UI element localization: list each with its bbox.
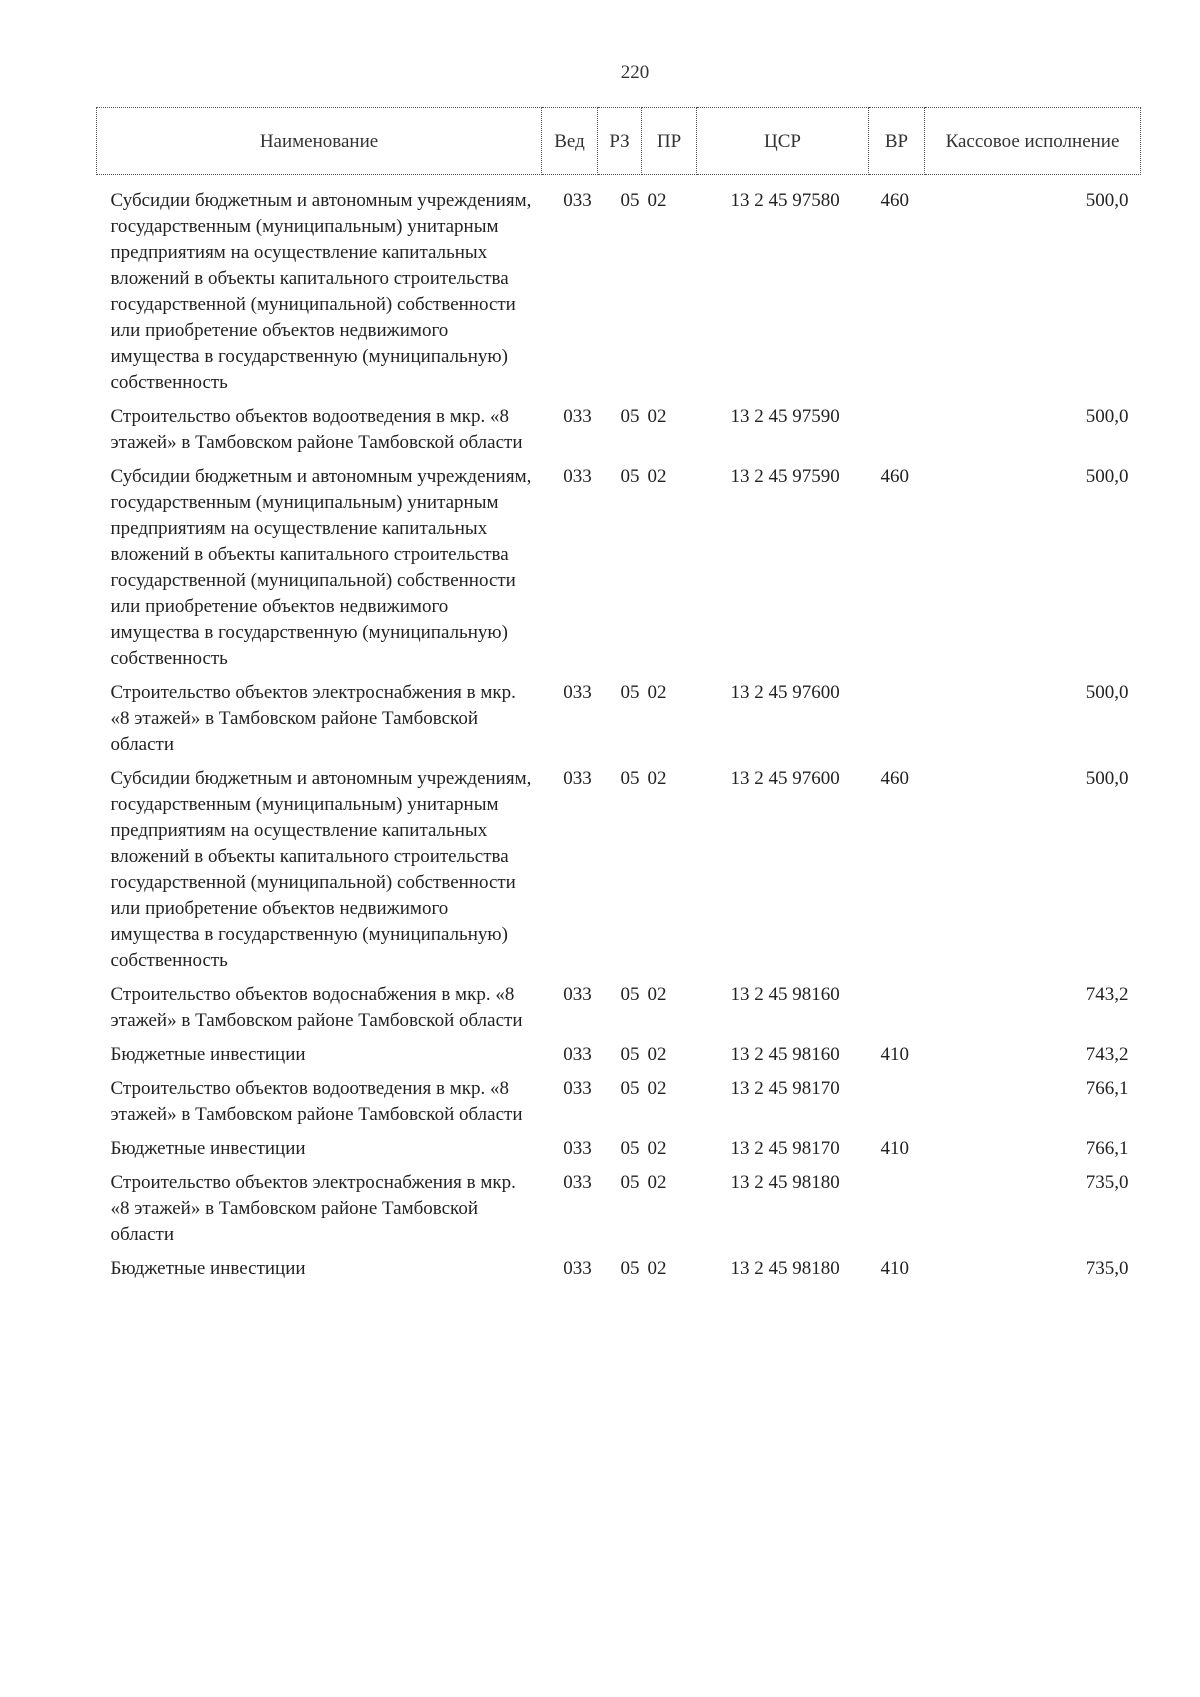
header-pr: ПР [642,108,697,175]
row-name: Бюджетные инвестиции [110,1258,306,1279]
row-vr: 460 [880,466,909,487]
row-csr: 13 2 45 98180 [730,1172,840,1193]
row-ved: 033 [563,682,592,703]
table-row [97,404,1141,464]
row-vr: 410 [880,1258,909,1279]
row-csr: 13 2 45 98160 [730,984,840,1005]
row-rz: 05 [620,1044,640,1065]
row-ved: 033 [563,1044,592,1065]
table-row [97,1170,1141,1256]
row-ved: 033 [563,768,592,789]
row-amount: 766,1 [1085,1078,1129,1099]
row-pr: 02 [647,406,667,427]
row-pr: 02 [647,1078,667,1099]
row-name: Субсидии бюджетным и автономным учреждениям, государственным (муниципальным) унитарным предприятиям на осуществление капитальных вложений в объекты капитального строительства государственной (муниципальной) собственности или приобретение объектов недвижимого имущества в государственную (муниципальную) собственность [110,466,532,669]
table-row [97,1076,1141,1136]
table-row [97,1042,1141,1076]
row-amount: 735,0 [1085,1172,1129,1193]
row-rz: 05 [620,682,640,703]
row-pr: 02 [647,466,667,487]
row-amount: 500,0 [1085,190,1129,211]
header-amount: Кассовое исполнение [925,108,1141,175]
row-name: Строительство объектов водоснабжения в мкр. «8 этажей» в Тамбовском районе Тамбовской области [110,984,523,1031]
row-rz: 05 [620,768,640,789]
row-vr [869,1170,925,1256]
row-amount: 743,2 [1085,984,1129,1005]
row-rz: 05 [620,984,640,1005]
row-vr [869,404,925,464]
row-vr: 460 [880,190,909,211]
row-rz: 05 [620,406,640,427]
row-ved: 033 [563,190,592,211]
row-pr: 02 [647,768,667,789]
row-rz: 05 [620,1172,640,1193]
row-vr: 410 [880,1138,909,1159]
row-csr: 13 2 45 97600 [730,682,840,703]
row-rz: 05 [620,1078,640,1099]
row-ved: 033 [563,1078,592,1099]
table-row [97,1256,1141,1290]
row-rz: 05 [620,466,640,487]
table-row [97,1136,1141,1170]
table-header-row [97,108,1141,175]
row-pr: 02 [647,1258,667,1279]
row-csr: 13 2 45 97590 [730,406,840,427]
table-row [97,175,1141,405]
row-vr [869,1076,925,1136]
row-name: Бюджетные инвестиции [110,1044,306,1065]
row-pr: 02 [647,682,667,703]
row-amount: 766,1 [1085,1138,1129,1159]
row-ved: 033 [563,1258,592,1279]
row-ved: 033 [563,406,592,427]
row-ved: 033 [563,1138,592,1159]
header-rz: РЗ [598,108,642,175]
row-name: Строительство объектов водоотведения в мкр. «8 этажей» в Тамбовском районе Тамбовской области [110,406,523,453]
row-amount: 500,0 [1085,682,1129,703]
row-name: Строительство объектов электроснабжения в мкр. «8 этажей» в Тамбовском районе Тамбовской области [110,1172,516,1245]
row-name: Строительство объектов водоотведения в мкр. «8 этажей» в Тамбовском районе Тамбовской области [110,1078,523,1125]
table-row [97,680,1141,766]
header-ved: Вед [542,108,598,175]
row-ved: 033 [563,1172,592,1193]
row-amount: 735,0 [1085,1258,1129,1279]
table-row [97,766,1141,982]
row-vr: 410 [880,1044,909,1065]
row-csr: 13 2 45 98170 [730,1138,840,1159]
row-pr: 02 [647,1172,667,1193]
row-vr [869,680,925,766]
row-vr [869,982,925,1042]
table-row [97,982,1141,1042]
table-row [97,464,1141,680]
row-name: Бюджетные инвестиции [110,1138,306,1159]
row-ved: 033 [563,466,592,487]
budget-table [96,107,1141,1290]
row-amount: 500,0 [1085,466,1129,487]
header-name: Наименование [97,108,542,175]
row-amount: 500,0 [1085,406,1129,427]
row-csr: 13 2 45 97590 [730,466,840,487]
row-csr: 13 2 45 98170 [730,1078,840,1099]
row-name: Субсидии бюджетным и автономным учреждениям, государственным (муниципальным) унитарным предприятиям на осуществление капитальных вложений в объекты капитального строительства государственной (муниципальной) собственности или приобретение объектов недвижимого имущества в государственную (муниципальную) собственность [110,768,532,971]
row-pr: 02 [647,984,667,1005]
header-csr: ЦСР [697,108,869,175]
page-number: 220 [620,62,650,83]
row-name: Субсидии бюджетным и автономным учреждениям, государственным (муниципальным) унитарным предприятиям на осуществление капитальных вложений в объекты капитального строительства государственной (муниципальной) собственности или приобретение объектов недвижимого имущества в государственную (муниципальную) собственность [110,190,532,393]
row-rz: 05 [620,1138,640,1159]
header-vr: ВР [869,108,925,175]
row-name: Строительство объектов электроснабжения в мкр. «8 этажей» в Тамбовском районе Тамбовской области [110,682,516,755]
row-pr: 02 [647,1138,667,1159]
row-rz: 05 [620,1258,640,1279]
row-csr: 13 2 45 98180 [730,1258,840,1279]
row-csr: 13 2 45 97580 [730,190,840,211]
row-csr: 13 2 45 97600 [730,768,840,789]
row-rz: 05 [620,190,640,211]
row-ved: 033 [563,984,592,1005]
row-vr: 460 [880,768,909,789]
row-amount: 743,2 [1085,1044,1129,1065]
row-pr: 02 [647,1044,667,1065]
row-csr: 13 2 45 98160 [730,1044,840,1065]
row-amount: 500,0 [1085,768,1129,789]
row-pr: 02 [647,190,667,211]
